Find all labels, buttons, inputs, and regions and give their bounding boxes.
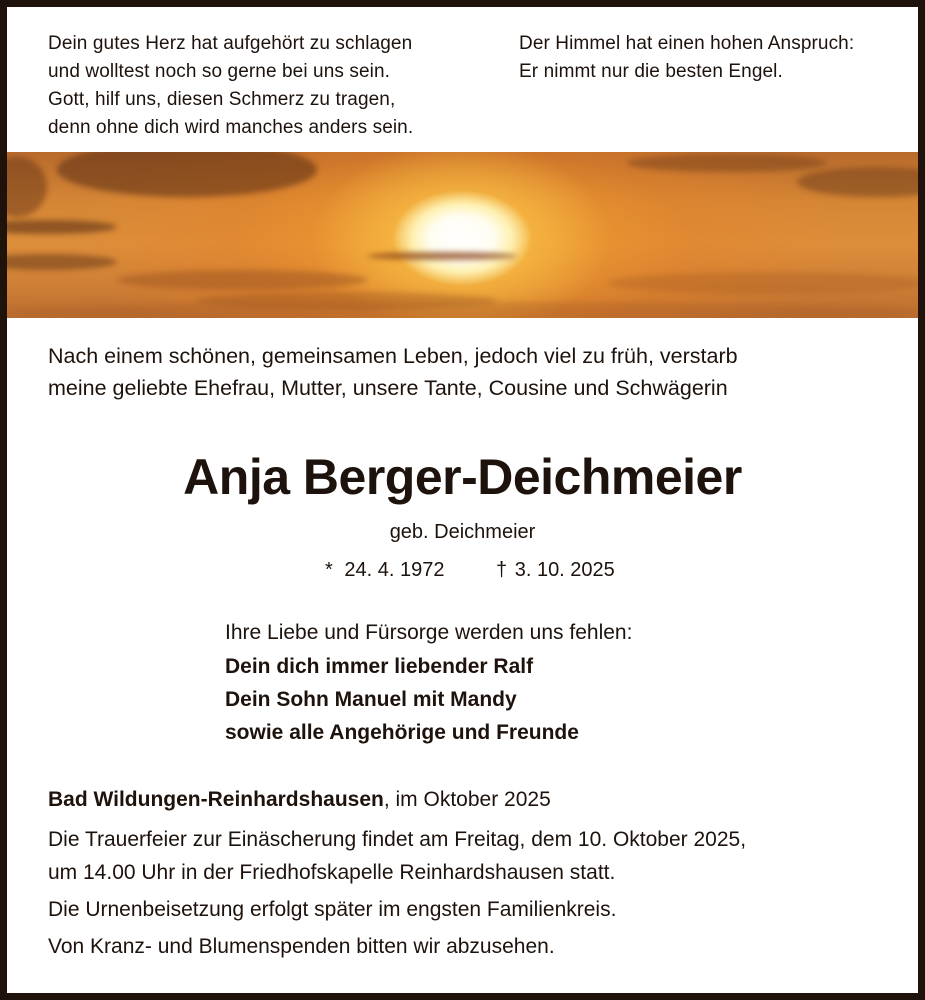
death-date: 3. 10. 2025: [514, 559, 615, 581]
cloud-shape: [367, 252, 517, 260]
maiden-name: geb. Deichmeier: [389, 521, 536, 543]
deceased-name: Anja Berger-Deichmeier: [183, 449, 742, 505]
intro-text: [48, 340, 738, 404]
intro-line: meine geliebte Ehefrau, Mutter, unsere Tante, Cousine und Schwägerin: [48, 376, 728, 400]
cloud-shape: [117, 270, 367, 290]
mourner-name: Dein dich immer liebender Ralf: [225, 655, 534, 678]
birth-date: 24. 4. 1972: [344, 559, 445, 581]
cloud-shape: [627, 154, 827, 172]
cloud-shape: [7, 157, 47, 217]
birth-star-icon: *: [325, 559, 333, 581]
verse-right: [519, 30, 909, 86]
verse-left: [48, 30, 478, 142]
funeral-info-line: Die Trauerfeier zur Einäscherung findet am Freitag, dem 10. Oktober 2025,: [48, 828, 747, 851]
obituary-notice: [7, 7, 918, 993]
cloud-shape: [57, 152, 317, 197]
mourners-section: [225, 616, 632, 749]
cloud-shape: [797, 167, 918, 197]
life-dates: [325, 556, 615, 584]
sunset-banner-image: [7, 152, 918, 318]
no-flowers-request: Von Kranz- und Blumenspenden bitten wir abzusehen.: [48, 935, 555, 958]
verse-line: denn ohne dich wird manches anders sein.: [48, 117, 414, 138]
funeral-info-line: um 14.00 Uhr in der Friedhofskapelle Reinhardshausen statt.: [48, 861, 616, 884]
death-cross-icon: †: [496, 559, 508, 581]
cloud-shape: [7, 254, 117, 270]
verse-line: und wolltest noch so gerne bei uns sein.: [48, 61, 390, 82]
urn-burial-info: Die Urnenbeisetzung erfolgt später im engsten Familienkreis.: [48, 898, 617, 921]
mourner-name: sowie alle Angehörige und Freunde: [225, 721, 579, 744]
place-date: , im Oktober 2025: [383, 788, 551, 811]
cloud-shape: [7, 220, 117, 234]
cloud-shape: [7, 302, 918, 318]
intro-line: Nach einem schönen, gemeinsamen Leben, jedoch viel zu früh, verstarb: [48, 344, 738, 368]
cloud-shape: [607, 272, 918, 294]
verse-line: Der Himmel hat einen hohen Anspruch:: [519, 33, 855, 54]
closing-section: [48, 783, 908, 963]
mourner-name: Dein Sohn Manuel mit Mandy: [225, 688, 517, 711]
verse-line: Er nimmt nur die besten Engel.: [519, 61, 783, 82]
verse-line: Dein gutes Herz hat aufgehört zu schlagen: [48, 33, 413, 54]
place-and-date: [48, 783, 908, 816]
mourners-lead: Ihre Liebe und Fürsorge werden uns fehlen:: [225, 621, 633, 644]
verse-line: Gott, hilf uns, diesen Schmerz zu tragen,: [48, 89, 396, 110]
place-name: Bad Wildungen-Reinhardshausen: [48, 788, 384, 811]
